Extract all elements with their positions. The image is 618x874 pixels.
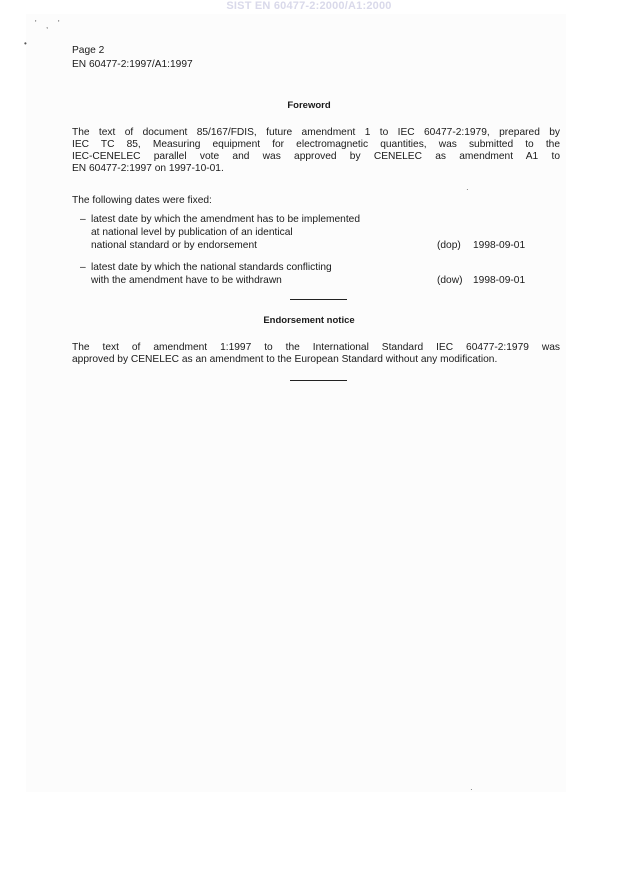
paragraph-line: IEC TC 85, Measuring equipment for electromagnetic quantities, was submitted to the [72, 139, 560, 150]
foreword-heading: Foreword [287, 100, 331, 111]
scan-speck: · [466, 185, 469, 194]
document-reference: EN 60477-2:1997/A1:1997 [72, 59, 193, 70]
dop-date: 1998-09-01 [473, 240, 526, 251]
section-divider [290, 299, 347, 300]
list-dash: – [80, 262, 86, 273]
date-item-line: latest date by which the national standards conflicting [91, 262, 332, 273]
paragraph-line: The text of amendment 1:1997 to the International Standard IEC 60477-2:1979 was [72, 342, 560, 353]
dow-code: (dow) [437, 275, 463, 286]
watermark: SIST EN 60477-2:2000/A1:2000 [226, 0, 392, 12]
paragraph-line: EN 60477-2:1997 on 1997-10-01. [72, 163, 224, 174]
dow-date: 1998-09-01 [473, 275, 526, 286]
foreword-paragraph [72, 127, 560, 175]
scan-speck: ' [58, 19, 60, 28]
section-divider [290, 380, 347, 381]
page-number: Page 2 [72, 45, 105, 56]
date-item-line: at national level by publication of an identical [91, 227, 293, 238]
paragraph-line: IEC-CENELEC parallel vote and was approved by CENELEC as amendment A1 to [72, 151, 560, 162]
scan-speck: • [24, 39, 27, 48]
dates-intro: The following dates were fixed: [72, 195, 212, 206]
scan-speck: · [470, 785, 473, 794]
scan-speck: , [46, 21, 49, 30]
endorsement-heading: Endorsement notice [263, 315, 355, 326]
endorsement-paragraph [72, 342, 560, 366]
date-item-line: national standard or by endorsement [91, 240, 257, 251]
dop-code: (dop) [437, 240, 461, 251]
paragraph-line: approved by CENELEC as an amendment to the European Standard without any modification. [72, 354, 498, 365]
list-dash: – [80, 214, 86, 225]
date-item-line: latest date by which the amendment has to be implemented [91, 214, 360, 225]
scan-speck: ' [35, 19, 37, 28]
date-item-line: with the amendment have to be withdrawn [91, 275, 282, 286]
paragraph-line: The text of document 85/167/FDIS, future amendment 1 to IEC 60477-2:1979, prepared by [72, 127, 560, 138]
